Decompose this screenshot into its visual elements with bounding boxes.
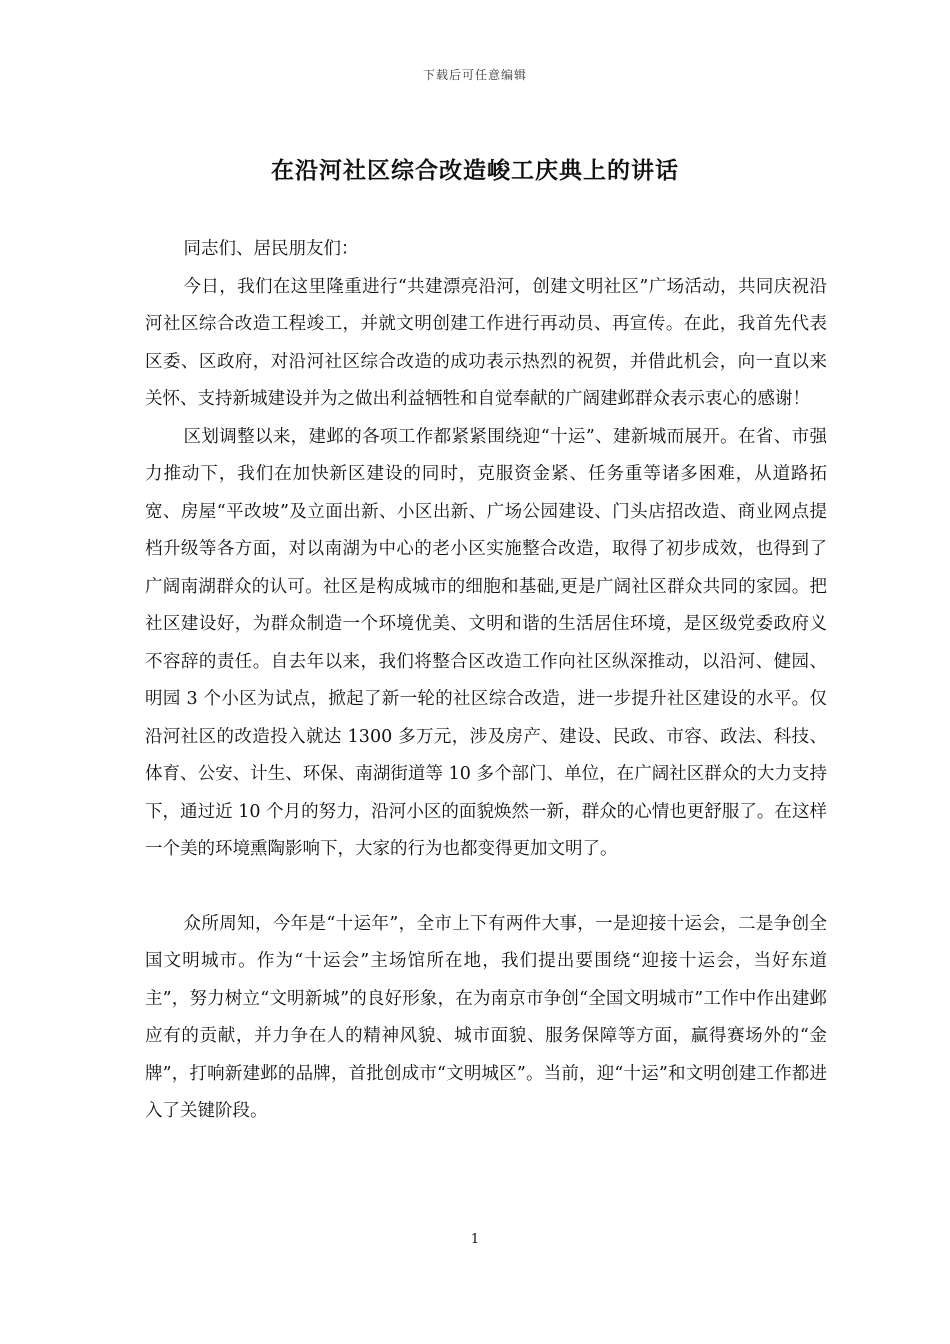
paragraph-1: 今日，我们在这里隆重进行“共建漂亮沿河，创建文明社区”广场活动，共同庆祝沿河社区综合改造工程竣工，并就文明创建工作进行再动员、再宣传。在此，我首先代表区委、区政府，对沿河社区综合改造的成功表示热烈的祝贺，并借此机会，向一直以来关怀、支持新城建设并为之做出利益牺牲和自觉奉献的广阔建邺群众表示衷心的感谢！ xyxy=(145,276,827,409)
header-note: 下载后可任意编辑 xyxy=(422,68,527,82)
page-number: 1 xyxy=(470,1232,480,1247)
document-body xyxy=(145,231,827,1131)
salutation: 同志们、居民朋友们： xyxy=(183,239,359,259)
paragraph-2: 区划调整以来，建邺的各项工作都紧紧围绕迎“十运”、建新城而展开。在省、市强力推动下，我们在加快新区建设的同时，克服资金紧、任务重等诸多困难，从道路拓宽、房屋“平改坡”及立面出新、小区出新、广场公园建设、门头店招改造、商业网点提档升级等各方面，对以南湖为中心的老小区实施整合改造，取得了初步成效，也得到了广阔南湖群众的认可。社区是构成城市的细胞和基础,更是广阔社区群众共同的家园。把社区建设好，为群众制造一个环境优美、文明和谐的生活居住环境，是区级党委政府义不容辞的责任。自去年以来，我们将整合区改造工作向社区纵深推动，以沿河、健园、明园 3 个小区为试点，掀起了新一轮的社区综合改造，进一步提升社区建设的水平。仅沿河社区的改造投入就达 1300 多万元，涉及房产、建设、民政、市容、政法、科技、体育、公安、计生、环保、南湖街道等 10 多个部门、单位，在广阔社区群众的大力支持下，通过近 10 个月的努力，沿河小区的面貌焕然一新，群众的心情也更舒服了。在这样一个美的环境熏陶影响下，大家的行为也都变得更加文明了。 xyxy=(145,426,827,859)
document-title: 在沿河社区综合改造峻工庆典上的讲话 xyxy=(271,157,679,184)
paragraph-3: 众所周知，今年是“十运年”，全市上下有两件大事，一是迎接十运会，二是争创全国文明城市。作为“十运会”主场馆所在地，我们提出要围绕“迎接十运会，当好东道主”，努力树立“文明新城”的良好形象，在为南京市争创“全国文明城市”工作中作出建邺应有的贡献，并力争在人的精神风貌、城市面貌、服务保障等方面，赢得赛场外的“金牌”，打响新建邺的品牌，首批创成市“文明城区”。当前，迎“十运”和文明创建工作都进入了关键阶段。 xyxy=(145,913,827,1121)
